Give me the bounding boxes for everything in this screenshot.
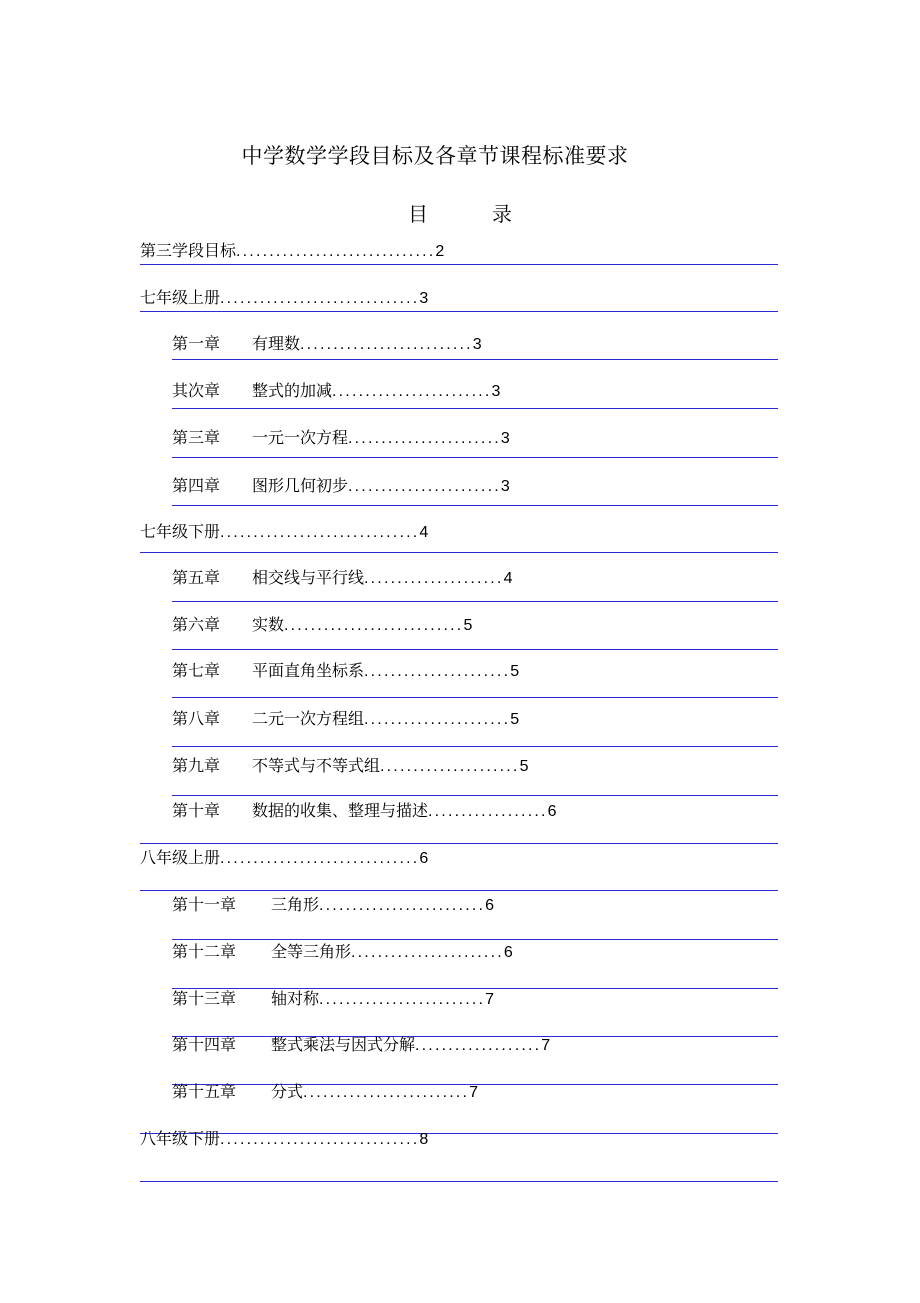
toc-entry-dots: .............................. xyxy=(220,290,420,307)
toc-entry-name: 不等式与不等式组 xyxy=(252,756,381,775)
toc-entry[interactable] xyxy=(140,287,428,309)
toc-divider xyxy=(172,939,778,940)
toc-entry-chapter: 第一章 xyxy=(172,334,221,353)
toc-entry[interactable] xyxy=(172,333,482,355)
toc-entry-page: 6 xyxy=(547,803,557,820)
toc-entry-name: 图形几何初步 xyxy=(252,476,349,495)
toc-entry-dots: ......................... xyxy=(319,991,486,1008)
toc-entry-chapter: 第三章 xyxy=(172,428,221,447)
toc-entry-chapter: 第五章 xyxy=(172,568,221,587)
toc-entry-page: 3 xyxy=(500,430,510,447)
toc-divider xyxy=(172,601,778,602)
toc-entry-dots: ................... xyxy=(415,1037,542,1054)
toc-entry-dots: .............................. xyxy=(220,524,420,541)
document-title: 中学数学学段目标及各章节课程标准要求 xyxy=(241,144,629,168)
toc-entry-page: 6 xyxy=(503,944,513,961)
toc-entry-dots: .................. xyxy=(428,803,548,820)
toc-entry-name: 八年级下册 xyxy=(140,1129,221,1148)
toc-entry[interactable] xyxy=(172,708,519,730)
toc-entry-chapter: 第八章 xyxy=(172,709,221,728)
toc-entry-name: 数据的收集、整理与描述 xyxy=(252,801,429,820)
toc-entry-name: 七年级下册 xyxy=(140,522,221,541)
toc-entry-chapter: 第十五章 xyxy=(172,1082,237,1101)
toc-entry-chapter: 其次章 xyxy=(172,381,221,400)
toc-entry-chapter: 第七章 xyxy=(172,661,221,680)
toc-divider xyxy=(140,311,778,312)
toc-entry-dots: ....................... xyxy=(351,944,504,961)
toc-entry-dots: .............................. xyxy=(220,850,420,867)
toc-divider xyxy=(140,264,778,265)
toc-divider xyxy=(172,795,778,796)
toc-entry-name: 分式 xyxy=(271,1082,304,1101)
toc-entry-page: 4 xyxy=(419,524,429,541)
toc-entry-name: 一元一次方程 xyxy=(252,428,349,447)
toc-entry-page: 3 xyxy=(419,290,429,307)
toc-entry-page: 6 xyxy=(419,850,429,867)
toc-entry-chapter: 第四章 xyxy=(172,476,221,495)
toc-entry-dots: ....................... xyxy=(348,478,501,495)
toc-divider xyxy=(172,359,778,360)
toc-entry[interactable] xyxy=(172,894,494,916)
toc-entry-name: 轴对称 xyxy=(271,989,320,1008)
toc-entry-name: 实数 xyxy=(252,615,285,634)
toc-entry-name: 有理数 xyxy=(252,334,301,353)
toc-entry-name: 整式的加减 xyxy=(252,381,333,400)
toc-entry[interactable] xyxy=(140,1128,428,1150)
toc-entry-page: 8 xyxy=(419,1131,429,1148)
toc-entry-page: 7 xyxy=(485,991,495,1008)
toc-entry-dots: ......................... xyxy=(319,897,486,914)
toc-entry[interactable] xyxy=(140,240,444,262)
toc-entry-page: 5 xyxy=(463,617,473,634)
toc-entry-dots: .............................. xyxy=(236,243,436,260)
toc-entry-page: 6 xyxy=(485,897,495,914)
toc-entry-page: 2 xyxy=(435,243,445,260)
toc-entry-chapter: 第十一章 xyxy=(172,895,237,914)
toc-entry-page: 5 xyxy=(510,711,520,728)
toc-entry[interactable] xyxy=(172,1034,550,1056)
toc-entry-chapter: 第十二章 xyxy=(172,942,237,961)
toc-entry-chapter: 第十四章 xyxy=(172,1035,237,1054)
toc-entry-page: 7 xyxy=(541,1037,551,1054)
toc-entry[interactable] xyxy=(172,1081,478,1103)
toc-entry[interactable] xyxy=(172,475,510,497)
toc-entry-name: 整式乘法与因式分解 xyxy=(271,1035,416,1054)
toc-entry-name: 相交线与平行线 xyxy=(252,568,365,587)
toc-divider xyxy=(172,505,778,506)
toc-entry-dots: ..................... xyxy=(364,570,504,587)
toc-entry[interactable] xyxy=(172,800,557,822)
toc-entry-dots: ......................... xyxy=(303,1084,470,1101)
toc-entry[interactable] xyxy=(172,660,519,682)
toc-entry-chapter: 第六章 xyxy=(172,615,221,634)
toc-heading-second: 录 xyxy=(492,202,512,226)
toc-entry-dots: ..................... xyxy=(380,758,520,775)
toc-entry-name: 七年级上册 xyxy=(140,288,221,307)
toc-entry-dots: .............................. xyxy=(220,1131,420,1148)
toc-entry-page: 3 xyxy=(472,336,482,353)
toc-entry-name: 平面直角坐标系 xyxy=(252,661,365,680)
toc-entry-page: 5 xyxy=(510,663,520,680)
toc-divider xyxy=(140,890,778,891)
toc-entry-dots: .......................... xyxy=(300,336,473,353)
toc-entry[interactable] xyxy=(172,427,510,449)
toc-entry-dots: ....................... xyxy=(348,430,501,447)
toc-entry-chapter: 第九章 xyxy=(172,756,221,775)
toc-divider xyxy=(172,457,778,458)
toc-entry[interactable] xyxy=(172,614,472,636)
toc-entry-page: 5 xyxy=(519,758,529,775)
toc-entry-chapter: 第十章 xyxy=(172,801,221,820)
toc-heading-first: 目 xyxy=(408,202,428,226)
toc-heading xyxy=(408,198,512,227)
toc-entry[interactable] xyxy=(172,755,528,777)
toc-entry[interactable] xyxy=(172,941,513,963)
toc-entry-page: 7 xyxy=(469,1084,479,1101)
toc-entry-name: 全等三角形 xyxy=(271,942,352,961)
toc-divider xyxy=(140,1181,778,1182)
toc-entry[interactable] xyxy=(172,988,494,1010)
toc-entry-page: 3 xyxy=(500,478,510,495)
toc-entry-chapter: 第十三章 xyxy=(172,989,237,1008)
toc-entry-page: 4 xyxy=(503,570,513,587)
toc-divider xyxy=(172,746,778,747)
toc-divider xyxy=(172,408,778,409)
toc-entry[interactable] xyxy=(140,847,428,869)
toc-divider xyxy=(172,697,778,698)
toc-entry-name: 二元一次方程组 xyxy=(252,709,365,728)
toc-divider xyxy=(140,843,778,844)
toc-entry-name: 第三学段目标 xyxy=(140,241,237,260)
toc-entry[interactable] xyxy=(172,567,512,589)
toc-entry-dots: ........................ xyxy=(332,383,492,400)
toc-entry[interactable] xyxy=(140,521,428,543)
toc-entry-page: 3 xyxy=(491,383,501,400)
toc-divider xyxy=(140,552,778,553)
toc-entry-dots: ........................... xyxy=(284,617,464,634)
toc-divider xyxy=(172,649,778,650)
toc-entry[interactable] xyxy=(172,380,500,402)
toc-entry-name: 八年级上册 xyxy=(140,848,221,867)
toc-entry-name: 三角形 xyxy=(271,895,320,914)
toc-entry-dots: ...................... xyxy=(364,663,511,680)
toc-entry-dots: ...................... xyxy=(364,711,511,728)
